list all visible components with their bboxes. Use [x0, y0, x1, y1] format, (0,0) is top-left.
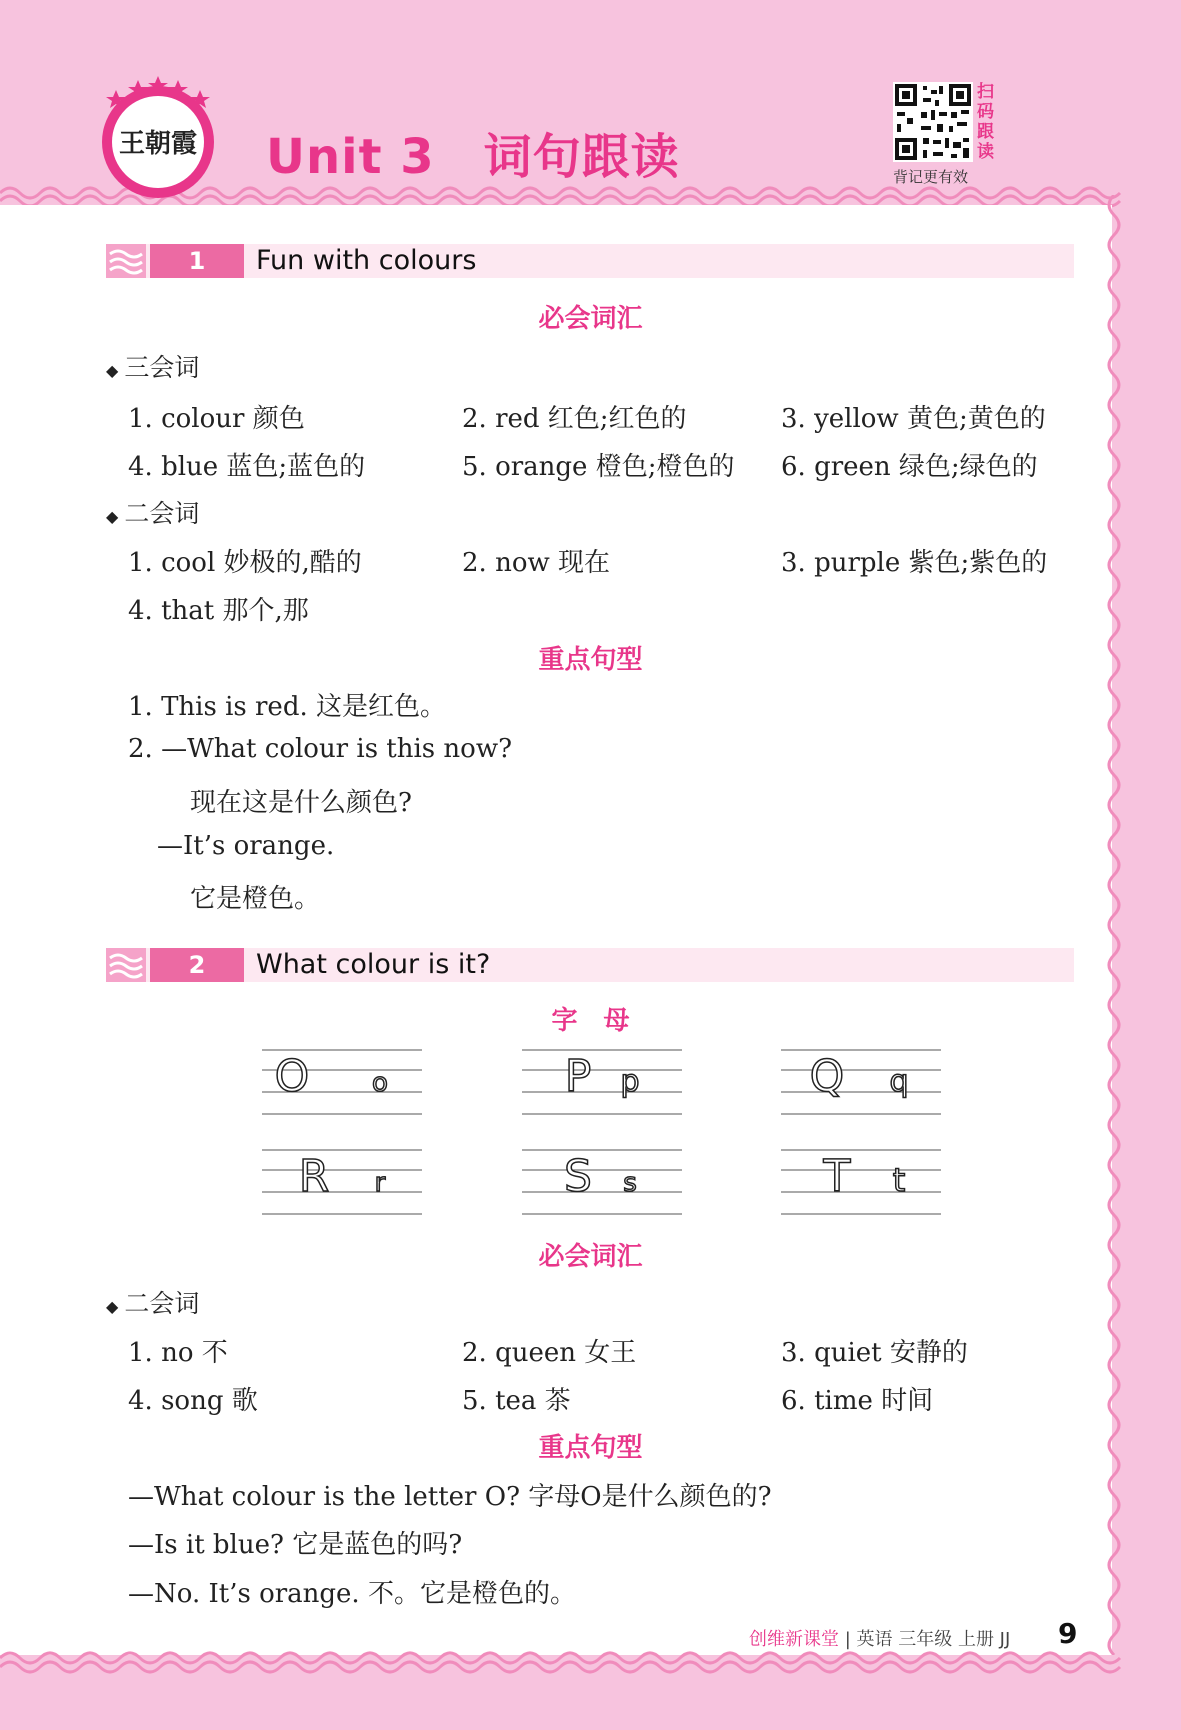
vocab-heading: 必会词汇: [538, 1242, 643, 1272]
wave-lines-icon: [106, 244, 146, 278]
letter-lowercase: r: [374, 1168, 386, 1198]
vocab-item: 1. colour 颜色: [128, 404, 305, 434]
vocab-heading: 必会词汇: [538, 304, 643, 334]
letter-uppercase: P: [564, 1051, 592, 1102]
letter-writing-qq: [781, 1048, 941, 1116]
sentence-heading: 重点句型: [538, 1433, 643, 1463]
letter-writing-tt: [781, 1148, 941, 1216]
vocab-item: 1. no 不: [128, 1338, 228, 1368]
category-label: [106, 1284, 199, 1320]
letter-uppercase: T: [823, 1151, 851, 1202]
sentence-line: —It’s orange.: [157, 831, 335, 861]
vocab-item: 1. cool 妙极的,酷的: [128, 548, 362, 578]
category-label-text: 二会词: [124, 499, 200, 528]
vocab-item: 4. blue 蓝色;蓝色的: [128, 452, 366, 482]
section-title: Fun with colours: [256, 245, 477, 276]
sentence-translation: 现在这是什么颜色?: [190, 788, 412, 818]
letters-heading: 字 母: [551, 1006, 630, 1036]
wave-lines-icon: [106, 948, 146, 982]
letter-lowercase: s: [623, 1168, 637, 1198]
letter-lowercase: q: [889, 1064, 909, 1099]
sentence-line: —Is it blue? 它是蓝色的吗?: [128, 1530, 463, 1560]
footer-brand: 创维新课堂: [749, 1629, 839, 1650]
page-title: Unit 3 词句跟读: [266, 129, 680, 185]
category-label-text: 二会词: [124, 1289, 200, 1318]
sentence-line: —What colour is the letter O? 字母O是什么颜色的?: [128, 1482, 772, 1512]
vocab-item: 2. red 红色;红色的: [462, 404, 687, 434]
footer-book-info: | 英语 三年级 上册 JJ: [844, 1629, 1011, 1650]
letter-uppercase: Q: [809, 1051, 845, 1102]
diamond-bullet-icon: ◆: [106, 507, 119, 526]
brand-logo-seal: [96, 76, 220, 200]
vocab-item: 4. song 歌: [128, 1386, 258, 1416]
letter-writing-rr: [262, 1148, 422, 1216]
vocab-item: 4. that 那个,那: [128, 596, 309, 626]
section-number: 2: [150, 948, 244, 982]
letter-uppercase: S: [564, 1151, 592, 1202]
qr-code-icon[interactable]: [893, 82, 973, 162]
section-number: 1: [150, 244, 244, 278]
qr-caption: 背记更有效: [893, 168, 969, 186]
category-label-text: 三会词: [124, 353, 200, 382]
vocab-item: 3. quiet 安静的: [781, 1338, 968, 1368]
sentence-translation: 它是橙色。: [190, 884, 321, 914]
logo-text: 王朝霞: [118, 129, 198, 159]
sentence-line: 2. —What colour is this now?: [128, 734, 513, 764]
footer-info: [749, 1625, 1010, 1651]
letter-lowercase: t: [892, 1161, 906, 1199]
sentence-line: 1. This is red. 这是红色。: [128, 692, 446, 722]
vocab-item: 6. time 时间: [781, 1386, 934, 1416]
letter-lowercase: p: [620, 1064, 640, 1099]
letter-uppercase: O: [274, 1051, 310, 1102]
sentence-line: —No. It’s orange. 不。它是橙色的。: [128, 1579, 576, 1609]
letter-lowercase: o: [372, 1068, 388, 1098]
qr-scan-hint: 扫码跟读: [977, 82, 994, 162]
letter-writing-ss: [522, 1148, 682, 1216]
category-label: [106, 348, 199, 384]
letter-writing-pp: [522, 1048, 682, 1116]
diamond-bullet-icon: ◆: [106, 1297, 119, 1316]
section-title: What colour is it?: [256, 949, 491, 980]
letter-writing-oo: [262, 1048, 422, 1116]
section-2-header: [106, 948, 1074, 982]
bottom-wave-border: [0, 1648, 1181, 1678]
vocab-item: 3. yellow 黄色;黄色的: [781, 404, 1046, 434]
vocab-item: 2. queen 女王: [462, 1338, 637, 1368]
letter-uppercase: R: [298, 1151, 330, 1202]
vocab-item: 5. orange 橙色;橙色的: [462, 452, 735, 482]
vocab-item: 6. green 绿色;绿色的: [781, 452, 1038, 482]
section-1-header: [106, 244, 1074, 278]
vocab-item: 5. tea 茶: [462, 1386, 571, 1416]
vocab-item: 2. now 现在: [462, 548, 610, 578]
diamond-bullet-icon: ◆: [106, 361, 119, 380]
page-number: 9: [1058, 1617, 1078, 1650]
vocab-item: 3. purple 紫色;紫色的: [781, 548, 1048, 578]
sentence-heading: 重点句型: [538, 645, 643, 675]
category-label: [106, 494, 199, 530]
